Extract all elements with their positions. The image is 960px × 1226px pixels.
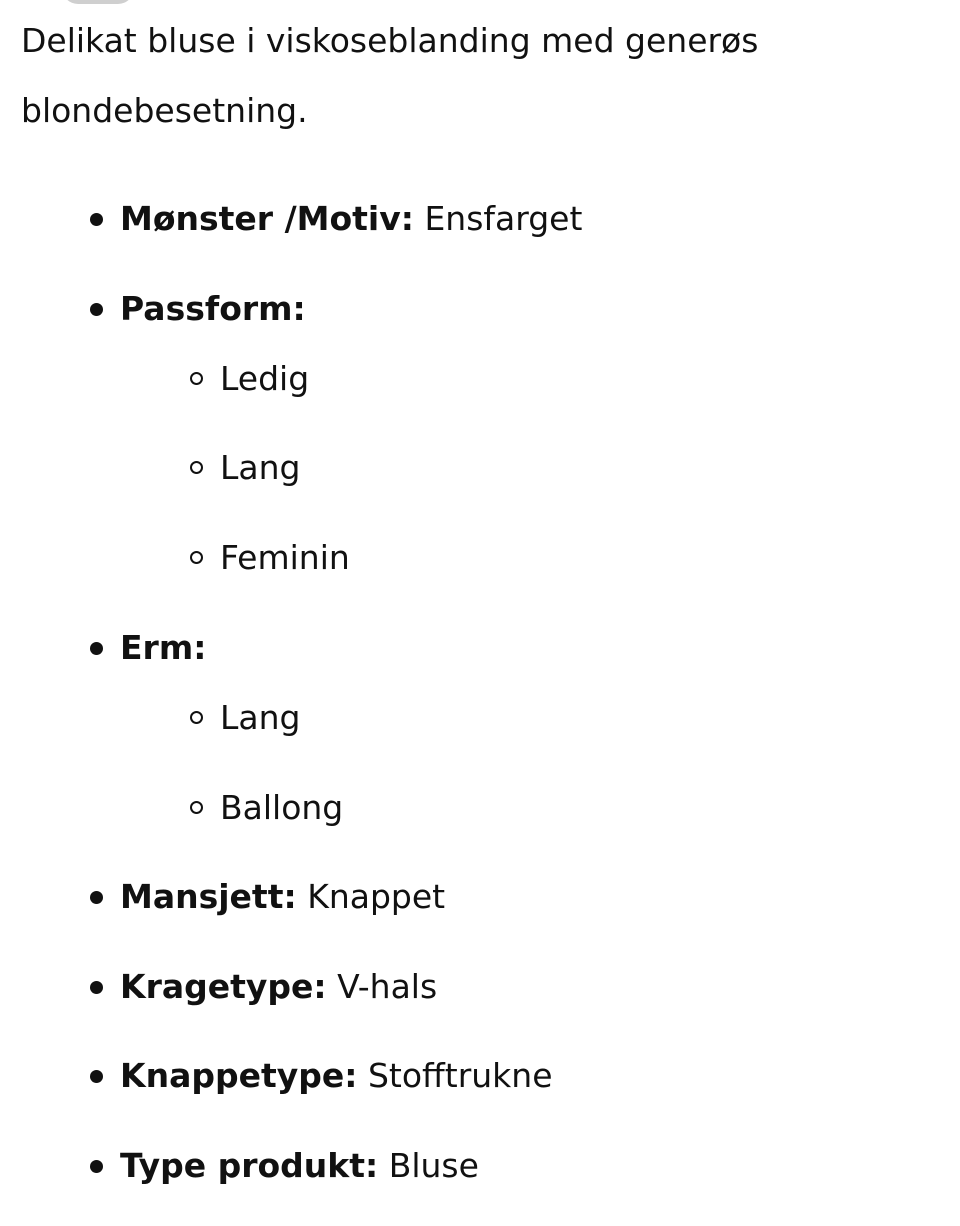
bullet-dot-icon (90, 981, 103, 994)
attribute-collar (120, 967, 437, 1007)
subitem-sleeve-long: Lang (220, 698, 301, 737)
bullet-dot-icon (90, 891, 103, 904)
attribute-value: V-hals (337, 967, 438, 1006)
attribute-value: Ensfarget (424, 199, 583, 238)
attribute-label: Kragetype: (120, 967, 327, 1006)
bullet-circle-icon (190, 372, 203, 385)
bullet-circle-icon (190, 461, 203, 474)
cropped-element (62, 0, 134, 4)
bullet-dot-icon (90, 1070, 103, 1083)
subitem-fit-feminine: Feminin (220, 538, 350, 577)
attribute-label: Knappetype: (120, 1056, 358, 1095)
bullet-circle-icon (190, 711, 203, 724)
subitem-fit-loose: Ledig (220, 359, 310, 398)
attribute-value: Knappet (307, 877, 446, 916)
bullet-dot-icon (90, 213, 103, 226)
attribute-label: Mansjett: (120, 877, 297, 916)
attribute-button-type (120, 1056, 553, 1096)
attribute-pattern (120, 199, 582, 239)
product-description: Delikat bluse i viskoseblanding med generøs blondebesetning. (21, 21, 759, 130)
subitem-sleeve-balloon: Ballong (220, 788, 344, 827)
attribute-sleeve (120, 628, 206, 668)
bullet-circle-icon (190, 801, 203, 814)
attribute-fit (120, 289, 306, 329)
attribute-label: Erm: (120, 628, 207, 667)
subitem-fit-long: Lang (220, 448, 301, 487)
attribute-cuff (120, 877, 445, 917)
bullet-dot-icon (90, 303, 103, 316)
bullet-dot-icon (90, 642, 103, 655)
attribute-product-type (120, 1146, 479, 1186)
attribute-label: Passform: (120, 289, 306, 328)
attribute-value: Bluse (388, 1146, 479, 1185)
bullet-dot-icon (90, 1160, 103, 1173)
bullet-circle-icon (190, 551, 203, 564)
attribute-label: Mønster /Motiv: (120, 199, 414, 238)
attribute-label: Type produkt: (120, 1146, 379, 1185)
attribute-value: Stofftrukne (367, 1056, 553, 1095)
